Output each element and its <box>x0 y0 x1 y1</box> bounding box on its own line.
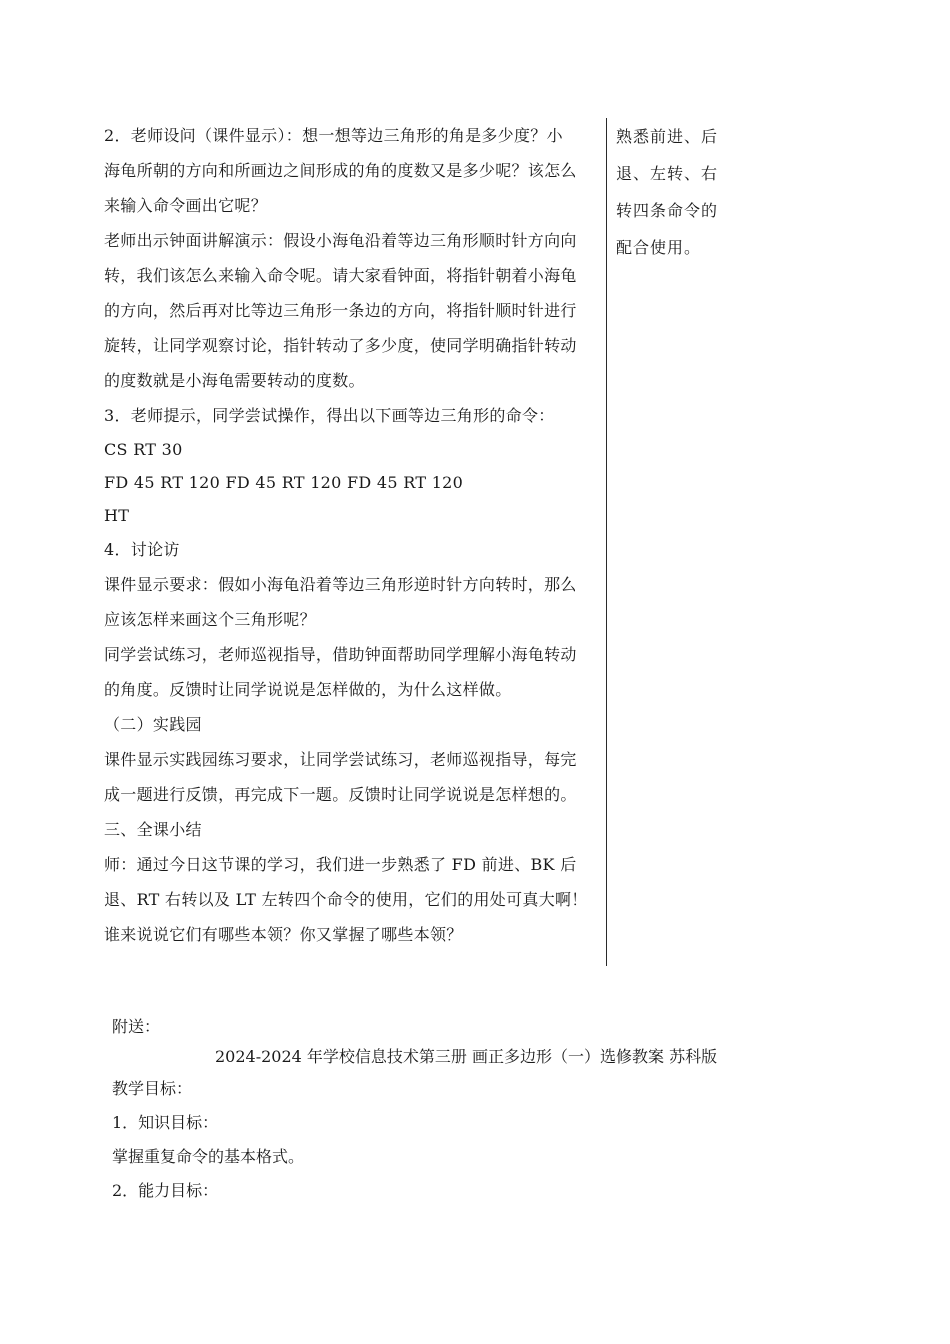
knowledge-heading: 1．知识目标： <box>112 1113 219 1132</box>
lesson-table <box>92 118 652 966</box>
text-line: 转，我们该怎么来输入命令呢。请大家看钟面，将指针朝着小海龟 <box>104 266 577 285</box>
appendix-label: 附送： <box>112 1017 161 1036</box>
teaching-process-column <box>104 118 604 952</box>
text-line: 旋转，让同学观察讨论，指针转动了多少度，使同学明确指针转动 <box>104 336 577 355</box>
text-line: 3．老师提示，同学尝试操作，得出以下画等边三角形的命令： <box>104 406 555 425</box>
appendix-title: 2024-2024 年学校信息技术第三册 画正多边形（一）选修教案 苏科版 <box>215 1047 718 1066</box>
text-line: 4．讨论访 <box>104 540 180 559</box>
text-line: 同学尝试练习，老师巡视指导，借助钟面帮助同学理解小海龟转动 <box>104 645 577 664</box>
text-line: 海龟所朝的方向和所画边之间形成的角的度数又是多少呢？该怎么 <box>104 161 577 180</box>
objectives-heading: 教学目标： <box>112 1079 193 1098</box>
column-divider <box>606 118 607 966</box>
text-line: 老师出示钟面讲解演示：假设小海龟沿着等边三角形顺时针方向向 <box>104 231 577 250</box>
text-line: 师：通过今日这节课的学习，我们进一步熟悉了 FD 前进、BK 后 <box>104 855 577 874</box>
text-line: 来输入命令画出它呢？ <box>104 196 268 215</box>
knowledge-text: 掌握重复命令的基本格式。 <box>112 1147 305 1166</box>
side-text-line: 配合使用。 <box>616 238 702 257</box>
command-line: CS RT 30 <box>104 440 183 459</box>
text-line: 2．老师设问（课件显示）：想一想等边三角形的角是多少度？小 <box>104 126 563 145</box>
text-line: 课件显示要求：假如小海龟沿着等边三角形逆时针方向转时，那么 <box>104 575 577 594</box>
side-text-line: 转四条命令的 <box>616 201 719 220</box>
text-line: 的方向，然后再对比等边三角形一条边的方向，将指针顺时针进行 <box>104 301 577 320</box>
text-line: 的度数就是小海龟需要转动的度数。 <box>104 371 365 390</box>
text-line: 成一题进行反馈，再完成下一题。反馈时让同学说说是怎样想的。 <box>104 785 577 804</box>
text-line: 应该怎样来画这个三角形呢？ <box>104 610 316 629</box>
side-text-line: 熟悉前进、后 <box>616 127 719 146</box>
text-line: 谁来说说它们有哪些本领？你又掌握了哪些本领？ <box>104 925 463 944</box>
text-line: （二）实践园 <box>104 715 202 734</box>
side-text-line: 退、左转、右 <box>616 164 719 183</box>
design-intent-column <box>616 118 726 266</box>
text-line: 课件显示实践园练习要求，让同学尝试练习，老师巡视指导，每完 <box>104 750 577 769</box>
text-line: 三、全课小结 <box>104 820 202 839</box>
text-line: 的角度。反馈时让同学说说是怎样做的，为什么这样做。 <box>104 680 512 699</box>
text-line: 退、RT 右转以及 LT 左转四个命令的使用，它们的用处可真大啊！ <box>104 890 588 909</box>
command-line: HT <box>104 506 130 525</box>
command-line: FD 45 RT 120 FD 45 RT 120 FD 45 RT 120 <box>104 473 464 492</box>
ability-heading: 2．能力目标： <box>112 1181 219 1200</box>
